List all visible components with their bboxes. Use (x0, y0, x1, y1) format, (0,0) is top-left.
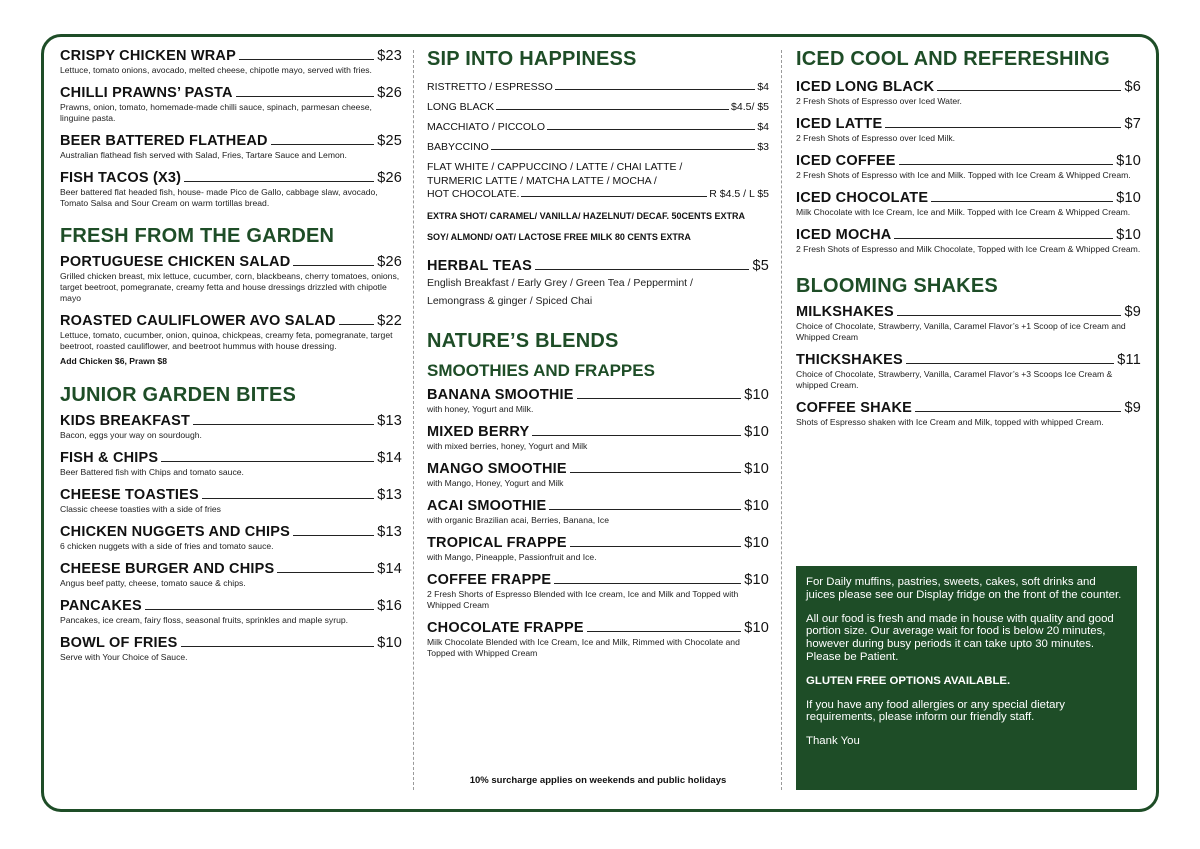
item-price: $5 (752, 257, 769, 274)
item-name: HOT CHOCOLATE. (427, 188, 520, 200)
item-price: $7 (1124, 116, 1141, 132)
item-description: Angus beef patty, cheese, tomato sauce & chips. (60, 578, 246, 588)
extra-shot-note: EXTRA SHOT/ CARAMEL/ VANILLA/ HAZELNUT/ DECAF. 50CENTS EXTRA (427, 210, 746, 221)
item-price: $10 (744, 619, 769, 636)
item-description: 2 Fresh Shots of Espresso over Iced Milk. (796, 133, 956, 143)
item-description: Pancakes, ice cream, fairy floss, seasonal fruits, sprinkles and maple syrup. (60, 615, 349, 625)
item-price: $4 (757, 81, 769, 93)
item-price: $4.5/ $5 (731, 101, 769, 113)
coffee-item (427, 121, 769, 133)
herbal-teas-item (427, 258, 769, 274)
item-name: CHILLI PRAWNS’ PASTA (60, 85, 233, 101)
menu-item (796, 227, 1141, 255)
item-price: $10 (744, 423, 769, 440)
item-name: BABYCCINO (427, 141, 489, 153)
item-price: $16 (377, 598, 402, 614)
menu-item (796, 304, 1141, 343)
item-name: FISH & CHIPS (60, 450, 159, 466)
section-subtitle-smoothies: SMOOTHIES AND FRAPPES (427, 360, 655, 380)
item-name: ICED LONG BLACK (796, 79, 935, 95)
item-price: $9 (1124, 304, 1141, 320)
item-description: Lettuce, tomato, cucumber, onion, quinoa, chickpeas, creamy feta, pomegranate, target beetroot, roasted cauliflower, and beetroot hummus with house dressing. (60, 330, 393, 351)
menu-item (60, 85, 402, 124)
item-description: with Mango, Honey, Yogurt and Milk (427, 477, 564, 488)
item-description: Beer Battered fish with Chips and tomato sauce. (60, 467, 244, 477)
item-description: Milk Chocolate with Ice Cream, Ice and Milk. Topped with Ice Cream & Whipped Cream. (796, 207, 1131, 217)
item-price: $13 (377, 487, 402, 503)
item-price: $6 (1124, 79, 1141, 95)
item-price: $22 (377, 313, 402, 329)
menu-item (60, 561, 402, 589)
menu-item (60, 313, 402, 352)
section-title-iced: ICED COOL AND REFERESHING (796, 48, 1110, 70)
item-name: PORTUGUESE CHICKEN SALAD (60, 254, 291, 270)
item-description: Bacon, eggs your way on sourdough. (60, 430, 202, 440)
item-name: MANGO SMOOTHIE (427, 460, 567, 477)
item-price: $10 (1116, 227, 1141, 243)
item-price: $10 (744, 460, 769, 477)
item-description: Shots of Espresso shaken with Ice Cream and Milk, topped with whipped Cream. (796, 417, 1104, 427)
item-price: $10 (744, 571, 769, 588)
menu-item (60, 133, 402, 161)
item-description: Grilled chicken breast, mix lettuce, cucumber, corn, blackbeans, cherry tomatoes, onions, target beetroot, pomegranate, creamy fetta and house dressings drizzled with chipotle mayo (60, 271, 400, 303)
item-price: $10 (744, 386, 769, 403)
item-name: BANANA SMOOTHIE (427, 386, 574, 403)
section-title-junior: JUNIOR GARDEN BITES (60, 384, 297, 406)
item-name: TROPICAL FRAPPE (427, 534, 567, 551)
item-name: COFFEE FRAPPE (427, 571, 552, 588)
section-title-shakes: BLOOMING SHAKES (796, 275, 998, 297)
item-name: ICED LATTE (796, 116, 883, 132)
item-description: Classic cheese toasties with a side of fries (60, 504, 221, 514)
item-description: 2 Fresh Shots of Espresso and Milk Chocolate, Topped with Ice Cream & Whipped Cream. (796, 244, 1141, 254)
menu-item (427, 387, 769, 415)
item-price: $3 (757, 141, 769, 153)
menu-item (427, 461, 769, 489)
item-name: ROASTED CAULIFLOWER AVO SALAD (60, 313, 336, 329)
item-description: Choice of Chocolate, Strawberry, Vanilla, Caramel Flavor’s +3 Scoops Ice Cream & whipped Cream. (796, 369, 1113, 390)
item-name: COFFEE SHAKE (796, 400, 912, 416)
item-description: Australian flathead fish served with Salad, Fries, Tartare Sauce and Lemon. (60, 150, 347, 160)
section-title-garden: FRESH FROM THE GARDEN (60, 225, 335, 247)
milk-coffee-group (427, 161, 769, 202)
menu-item (427, 572, 769, 611)
item-name: PANCAKES (60, 598, 142, 614)
info-gluten-free: GLUTEN FREE OPTIONS AVAILABLE. (806, 674, 1011, 687)
info-thank-you: Thank You (806, 735, 860, 748)
add-protein-note: Add Chicken $6, Prawn $8 (60, 356, 167, 366)
item-description: 2 Fresh Shots of Espresso with Ice and Milk. Topped with Ice Cream & Whipped Cream. (796, 170, 1131, 180)
section-title-coffee: SIP INTO HAPPINESS (427, 48, 637, 70)
item-name: ICED MOCHA (796, 227, 892, 243)
column-iced (796, 48, 1141, 437)
item-name: HERBAL TEAS (427, 257, 533, 274)
menu-item (427, 620, 769, 659)
item-name: THICKSHAKES (796, 352, 903, 368)
herbal-line: Lemongrass & ginger / Spiced Chai (427, 294, 593, 307)
menu-item (60, 170, 402, 209)
item-description: Choice of Chocolate, Strawberry, Vanilla, Caramel Flavor’s +1 Scoop of ice Cream and Whipped Cream (796, 321, 1126, 342)
item-description: Beer battered flat headed fish, house- made Pico de Gallo, cabbage slaw, avocado, Tomato Salsa and Sour Cream on warm tortillas bread. (60, 187, 378, 208)
item-name: MIXED BERRY (427, 423, 530, 440)
item-price: $11 (1117, 352, 1141, 368)
item-price: $10 (744, 534, 769, 551)
item-name: BOWL OF FRIES (60, 635, 178, 651)
menu-item (796, 190, 1141, 218)
item-price: $13 (377, 524, 402, 540)
item-name: MACCHIATO / PICCOLO (427, 121, 546, 133)
info-display-fridge: For Daily muffins, pastries, sweets, cakes, soft drinks and juices please see our Display fridge on the front of the counter. (806, 576, 1122, 601)
menu-item (60, 635, 402, 663)
herbal-teas-options (427, 274, 769, 310)
menu-item (796, 153, 1141, 181)
column-divider (781, 50, 782, 790)
menu-item (60, 450, 402, 478)
top-items (60, 48, 402, 209)
coffee-item (427, 141, 769, 153)
item-name: CHOCOLATE FRAPPE (427, 619, 584, 636)
column-divider (413, 50, 414, 790)
item-description: Prawns, onion, tomato, homemade-made chilli sauce, spinach, parmesan cheese, linguine pasta. (60, 102, 372, 123)
menu-item (60, 598, 402, 626)
herbal-line: English Breakfast / Early Grey / Green Tea / Peppermint / (427, 276, 693, 289)
menu-item (427, 535, 769, 563)
info-allergies: If you have any food allergies or any special dietary requirements, please inform our friendly staff. (806, 698, 1065, 724)
item-name: BEER BATTERED FLATHEAD (60, 133, 268, 149)
item-name: CRISPY CHICKEN WRAP (60, 48, 236, 64)
menu-item (796, 352, 1141, 391)
item-name: ICED CHOCOLATE (796, 190, 929, 206)
item-name: CHICKEN NUGGETS AND CHIPS (60, 524, 291, 540)
menu-item (427, 498, 769, 526)
item-description: 6 chicken nuggets with a side of fries and tomato sauce. (60, 541, 274, 551)
item-name: KIDS BREAKFAST (60, 413, 191, 429)
item-description: with organic Brazilian acai, Berries, Banana, Ice (427, 514, 609, 525)
item-name: ACAI SMOOTHIE (427, 497, 547, 514)
item-price: $9 (1124, 400, 1141, 416)
item-price: $10 (377, 635, 402, 651)
menu-item (60, 48, 402, 76)
info-wait-time: All our food is fresh and made in house with quality and good portion size. Our average wait for food is below 20 minutes, however during busy periods it can take upto 30 minutes. Please be Patient. (806, 612, 1114, 663)
menu-item (60, 413, 402, 441)
item-price: $26 (377, 85, 402, 101)
item-description: with honey, Yogurt and Milk. (427, 403, 534, 414)
milk-extra-note: SOY/ ALMOND/ OAT/ LACTOSE FREE MILK 80 CENTS EXTRA (427, 231, 691, 242)
item-price: $4 (757, 121, 769, 133)
item-description: Serve with Your Choice of Sauce. (60, 652, 188, 662)
item-price: $10 (744, 497, 769, 514)
item-description: with mixed berries, honey, Yogurt and Milk (427, 440, 588, 451)
section-title-nature: NATURE’S BLENDS (427, 329, 619, 352)
menu-item (60, 487, 402, 515)
item-price: $14 (377, 450, 402, 466)
item-price: $25 (377, 133, 402, 149)
milk-coffee-line: TURMERIC LATTE / MATCHA LATTE / MOCHA / (427, 174, 657, 187)
item-description: Lettuce, tomato onions, avocado, melted cheese, chipotle mayo, served with fries. (60, 65, 372, 75)
menu-item (60, 254, 402, 304)
menu-item (796, 79, 1141, 107)
item-price: $26 (377, 254, 402, 270)
info-box (796, 566, 1137, 790)
item-price: $13 (377, 413, 402, 429)
coffee-item (427, 101, 769, 113)
item-name: ICED COFFEE (796, 153, 896, 169)
item-description: 2 Fresh Shots of Espresso over Iced Water. (796, 96, 962, 106)
menu-item (427, 424, 769, 452)
item-name: LONG BLACK (427, 101, 495, 113)
menu-item (60, 524, 402, 552)
item-name: CHEESE BURGER AND CHIPS (60, 561, 275, 577)
item-price: $10 (1116, 153, 1141, 169)
item-name: MILKSHAKES (796, 304, 894, 320)
item-description: Milk Chocolate Blended with Ice Cream, Ice and Milk, Rimmed with Chocolate and Topped with Whipped Cream (427, 636, 740, 658)
menu-item (796, 400, 1141, 428)
item-description: with Mango, Pineapple, Passionfruit and Ice. (427, 551, 597, 562)
item-price: $26 (377, 170, 402, 186)
item-name: FISH TACOS (X3) (60, 170, 182, 186)
column-drinks (427, 48, 769, 668)
item-name: CHEESE TOASTIES (60, 487, 199, 503)
item-price: R $4.5 / L $5 (709, 188, 769, 200)
item-name: RISTRETTO / ESPRESSO (427, 81, 553, 93)
surcharge-note: 10% surcharge applies on weekends and public holidays (469, 775, 727, 786)
item-price: $10 (1116, 190, 1141, 206)
coffee-item (427, 81, 769, 93)
milk-coffee-last-line (427, 188, 769, 202)
column-food (60, 48, 402, 672)
item-description: 2 Fresh Shorts of Espresso Blended with Ice cream, Ice and Milk and Topped with Whipped Cream (427, 588, 739, 610)
item-price: $23 (377, 48, 402, 64)
item-price: $14 (377, 561, 402, 577)
milk-coffee-line: FLAT WHITE / CAPPUCCINO / LATTE / CHAI LATTE / (427, 161, 683, 173)
menu-item (796, 116, 1141, 144)
